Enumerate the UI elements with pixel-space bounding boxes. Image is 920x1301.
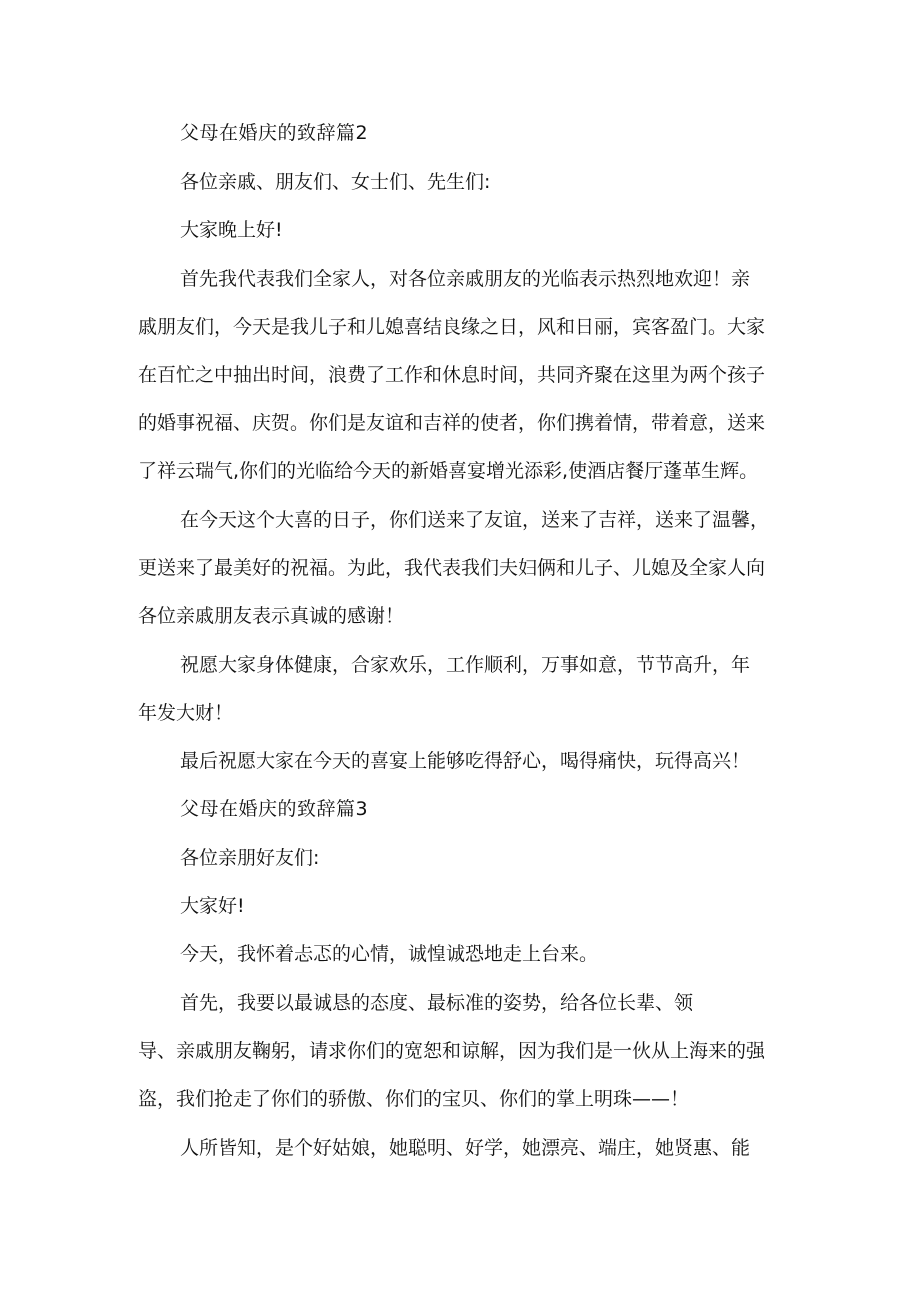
section-2-p1-line-3: 在百忙之中抽出时间，浪费了工作和休息时间，共同齐聚在这里为两个孩子 (138, 364, 766, 386)
section-2-title: 父母在婚庆的致辞篇2 (180, 122, 369, 144)
section-2-p1-line-4: 的婚事祝福、庆贺。你们是友谊和吉祥的使者，你们携着情，带着意，送来 (138, 412, 766, 434)
section-2-p4: 最后祝愿大家在今天的喜宴上能够吃得舒心，喝得痛快，玩得高兴！ (180, 750, 751, 772)
section-2-p2-line-2: 更送来了最美好的祝福。为此，我代表我们夫妇俩和儿子、儿媳及全家人向 (138, 557, 766, 579)
section-3-title: 父母在婚庆的致辞篇3 (180, 798, 369, 820)
section-2-p3-line-2: 年发大财！ (138, 702, 234, 724)
section-3-p2-line-1: 首先，我要以最诚恳的态度、最标准的姿势，给各位长辈、领 (180, 992, 694, 1014)
section-2-p2-line-3: 各位亲戚朋友表示真诚的感谢！ (138, 605, 405, 627)
section-3-salutation: 各位亲朋好友们: (180, 847, 320, 869)
section-2-salutation: 各位亲戚、朋友们、女士们、先生们: (180, 171, 491, 193)
section-3-p3: 人所皆知，是个好姑娘，她聪明、好学，她漂亮、端庄，她贤惠、能 (180, 1137, 751, 1159)
section-2-p1-line-2: 戚朋友们，今天是我儿子和儿媳喜结良缘之日，风和日丽，宾客盈门。大家 (138, 316, 766, 338)
section-2-p1-line-5: 了祥云瑞气,你们的光临给今天的新婚喜宴增光添彩,使酒店餐厅蓬革生辉。 (138, 460, 759, 482)
section-3-p1: 今天，我怀着忐忑的心情，诚惶诚恐地走上台来。 (180, 943, 599, 965)
section-3-greeting: 大家好! (180, 895, 245, 917)
section-3-p2-line-2: 导、亲戚朋友鞠躬，请求你们的宽恕和谅解，因为我们是一伙从上海来的强 (138, 1040, 766, 1062)
section-2-p2-line-1: 在今天这个大喜的日子，你们送来了友谊，送来了吉祥，送来了温馨， (180, 509, 770, 531)
section-3-p2-line-3: 盗，我们抢走了你们的骄傲、你们的宝贝、你们的掌上明珠——！ (138, 1088, 690, 1110)
section-2-p1-line-1: 首先我代表我们全家人，对各位亲戚朋友的光临表示热烈地欢迎！亲 (180, 268, 751, 290)
section-2-greeting: 大家晚上好! (180, 219, 283, 241)
section-2-p3-line-1: 祝愿大家身体健康，合家欢乐，工作顺利，万事如意，节节高升，年 (180, 654, 751, 676)
